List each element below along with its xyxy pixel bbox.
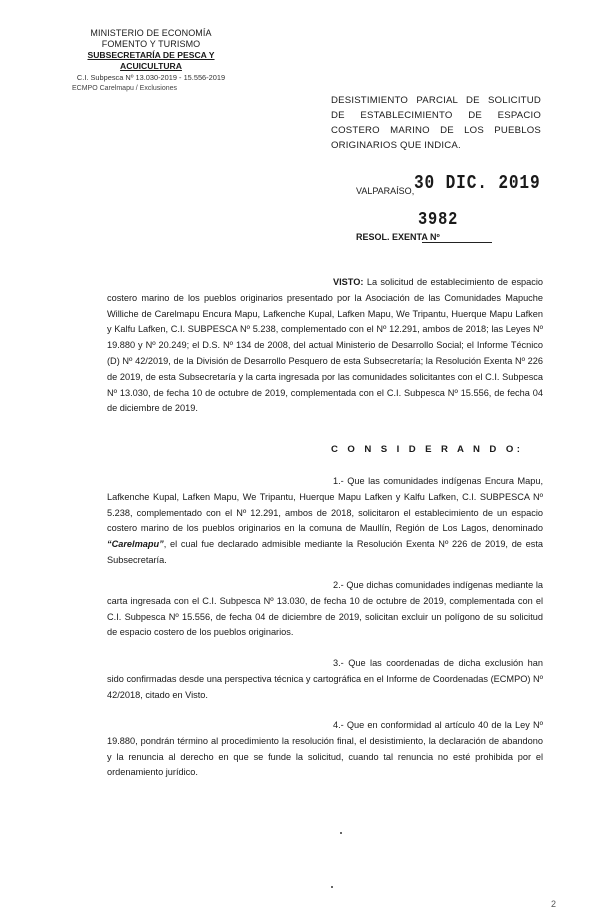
reference-codes: C.I. Subpesca Nº 13.030-2019 - 15.556-2019 [76, 73, 226, 82]
considerando-paragraph-1 [107, 474, 543, 569]
resolution-underline [422, 242, 492, 243]
subsecretariat-name: SUBSECRETARÍA DE PESCA Y ACUICULTURA [87, 50, 215, 71]
paragraph-text: Que las coordenadas de dicha exclusión han sido confirmadas desde una perspectiva técnica y cartográfica en el Informe de Coordenadas (ECMPO) Nº 42/2018, citado en Visto. [107, 658, 543, 700]
resolution-label: RESOL. EXENTA Nº [356, 232, 440, 242]
date-stamp: 30 DIC. 2019 [414, 172, 541, 194]
scan-speck [340, 832, 342, 834]
resolution-number-block [356, 206, 556, 246]
paragraph-number: 1.- [333, 476, 344, 486]
paragraph-text-cont: , el cual fue declarado admisible mediante la Resolución Exenta Nº 226 de 2019, de esta Subsecretaría. [107, 539, 543, 565]
paragraph-number: 4.- [333, 720, 344, 730]
considerando-paragraph-4 [107, 718, 543, 781]
considerando-paragraph-2 [107, 578, 543, 641]
resolution-number: 3982 [418, 210, 459, 230]
ecmpo-name: “Carelmapu” [107, 539, 164, 550]
considerando-heading: C O N S I D E R A N D O: [331, 444, 524, 455]
considerando-paragraph-3 [107, 656, 543, 703]
document-subject: DESISTIMIENTO PARCIAL DE SOLICITUD DE ESTABLECIMIENTO DE ESPACIO COSTERO MARINO DE LOS PUEBLOS ORIGINARIOS QUE INDICA. [331, 95, 541, 151]
paragraph-number: 3.- [333, 658, 344, 668]
page-number: 2 [551, 899, 557, 909]
letterhead [56, 28, 246, 94]
visto-heading: VISTO: [333, 277, 364, 287]
scan-speck [331, 886, 333, 888]
place-label: VALPARAÍSO, [356, 186, 415, 196]
ministry-subname: FOMENTO Y TURISMO [101, 39, 201, 49]
paragraph-text: Que en conformidad al artículo 40 de la Ley Nº 19.880, pondrán término al procedimiento la resolución final, el desistimiento, la declaración de abandono y la renuncia al derecho en que se funde la solicitud, cuando tal renuncia no esté prohibida por el ordenamiento jurídico. [107, 720, 543, 778]
paragraph-text: Que dichas comunidades indígenas mediante la carta ingresada con el C.I. Subpesca Nº 13.030, de fecha 10 de octubre de 2019, complementada con el C.I. Subpesca Nº 15.556, de fecha 04 de diciembre de 2019, solicitan excluir un polígono de su solicitud de espacio costero de los pueblos originarios. [107, 580, 543, 638]
visto-paragraph [107, 275, 543, 417]
visto-text: La solicitud de establecimiento de espacio costero marino de los pueblos originarios presentado por la Asociación de las Comunidades Mapuche Williche de Carelmapu Encura Mapu, Lafkenche Kupal, Lafken Mapu, We Tripantu, Huerque Mapu Lafken y Kalfu Lafken, C.I. SUBPESCA Nº 5.238, complementado con el Nº 12.291, ambos de 2018; las Leyes Nº 19.880 y Nº 20.249; el D.S. Nº 134 de 2008, del actual Ministerio de Desarrollo Social; el Informe Técnico (D) Nº 42/2019, de la División de Desarrollo Pesquero de esta Subsecretaría; la Resolución Exenta Nº 226 de 2019, de esta Subsecretaría y la carta ingresada por las comunidades solicitantes con el C.I. Subpesca Nº 13.030, de fecha 10 de octubre de 2019, complementada con el C.I. Subpesca Nº 15.556, de fecha 04 de diciembre de 2019. [107, 277, 543, 414]
ministry-name: MINISTERIO DE ECONOMÍA [90, 28, 212, 38]
file-reference: ECMPO Carelmapu / Exclusiones [72, 85, 178, 92]
paragraph-number: 2.- [333, 580, 344, 590]
paragraph-text: Que las comunidades indígenas Encura Mapu, Lafkenche Kupal, Lafken Mapu, We Tripantu, Huerque Mapu Lafken y Kalfu Lafken, C.I. SUBPESCA Nº 5.238, complementado con el Nº 12.291, ambos de 2018, solicitaron el establecimiento de un espacio costero marino de los pueblos originarios en la comuna de Maullín, Región de Los Lagos, denominado [107, 476, 544, 534]
